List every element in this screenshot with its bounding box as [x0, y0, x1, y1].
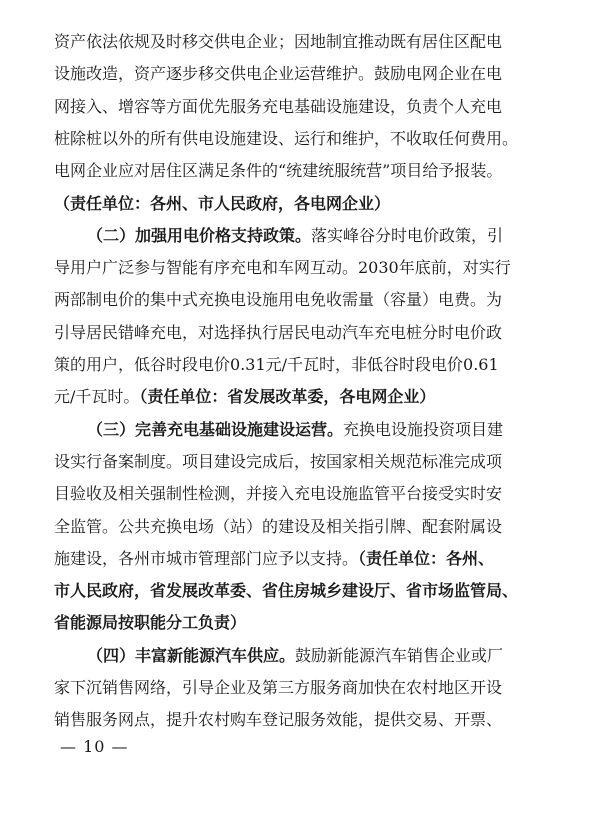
text-line	[87, 420, 554, 440]
page-number: — 10 —	[60, 737, 129, 756]
text-span: 施建设，各州市城市管理部门应予以支持。	[54, 548, 359, 568]
bold-text-span: （二）加强用电价格支持政策。	[87, 225, 312, 245]
bold-text-span: （三）完善充电基础设施建设运营。	[87, 419, 344, 439]
text-line: 目验收及相关强制性检测，并接入充电设施监管平台接受实时安	[54, 484, 503, 504]
text-line: 省能源局按职能分工负责）	[54, 613, 247, 633]
text-line	[87, 226, 554, 246]
text-line: 全监管。公共充换电场（站）的建设及相关指引牌、配套附属设	[54, 516, 503, 536]
text-line: （责任单位：各州、市人民政府，各电网企业）	[54, 193, 391, 213]
text-line: 引导居民错峰充电，对选择执行居民电动汽车充电桩分时电价政	[54, 322, 503, 342]
text-line: 桩除桩以外的所有供电设施建设、运行和维护，不收取任何费用。	[54, 128, 519, 148]
text-line	[54, 387, 554, 407]
text-line: 资产依法依规及时移交供电企业；因地制宜推动既有居住区配电	[54, 32, 503, 51]
text-line: 销售服务网点，提升农村购车登记服务效能，提供交易、开票、	[54, 710, 503, 730]
bold-text-span: （责任单位：各州、	[358, 548, 495, 568]
text-line: 设实行备案制度。项目建设完成后，按国家相关规范标准完成项	[54, 451, 503, 471]
text-line: 家下沉销售网络，引导企业及第三方服务商加快在农村地区开设	[54, 678, 503, 697]
bold-text-span: （四）丰富新能源汽车供应。	[87, 645, 296, 665]
text-line: 两部制电价的集中式充换电设施用电免收需量（容量）电费。为	[54, 290, 503, 310]
text-line	[54, 549, 554, 569]
text-line	[87, 646, 554, 666]
text-line: 电网企业应对居住区满足条件的“统建统服统营”项目给予报装。	[54, 161, 503, 181]
text-line: 设施改造，资产逐步移交供电企业运营维护。鼓励电网企业在电	[54, 64, 503, 84]
text-line: 网接入、增容等方面优先服务充电基础设施建设，负责个人充电	[54, 96, 503, 116]
text-line: 导用户广泛参与智能有序充电和车网互动。2030年底前，对实行	[54, 258, 511, 278]
text-span: 落实峰谷分时电价政策，引	[311, 225, 504, 245]
text-span: 元/千瓦时。	[54, 387, 140, 407]
text-span: 鼓励新能源汽车销售企业或厂	[295, 645, 504, 665]
bold-text-span: （责任单位：省发展改革委，各电网企业）	[139, 387, 436, 407]
text-line: 市人民政府，省发展改革委、省住房城乡建设厅、省市场监管局、	[54, 581, 519, 601]
text-span: 充换电设施投资项目建	[343, 419, 504, 439]
text-line: 策的用户，低谷时段电价0.31元/千瓦时，非低谷时段电价0.61	[54, 355, 499, 374]
